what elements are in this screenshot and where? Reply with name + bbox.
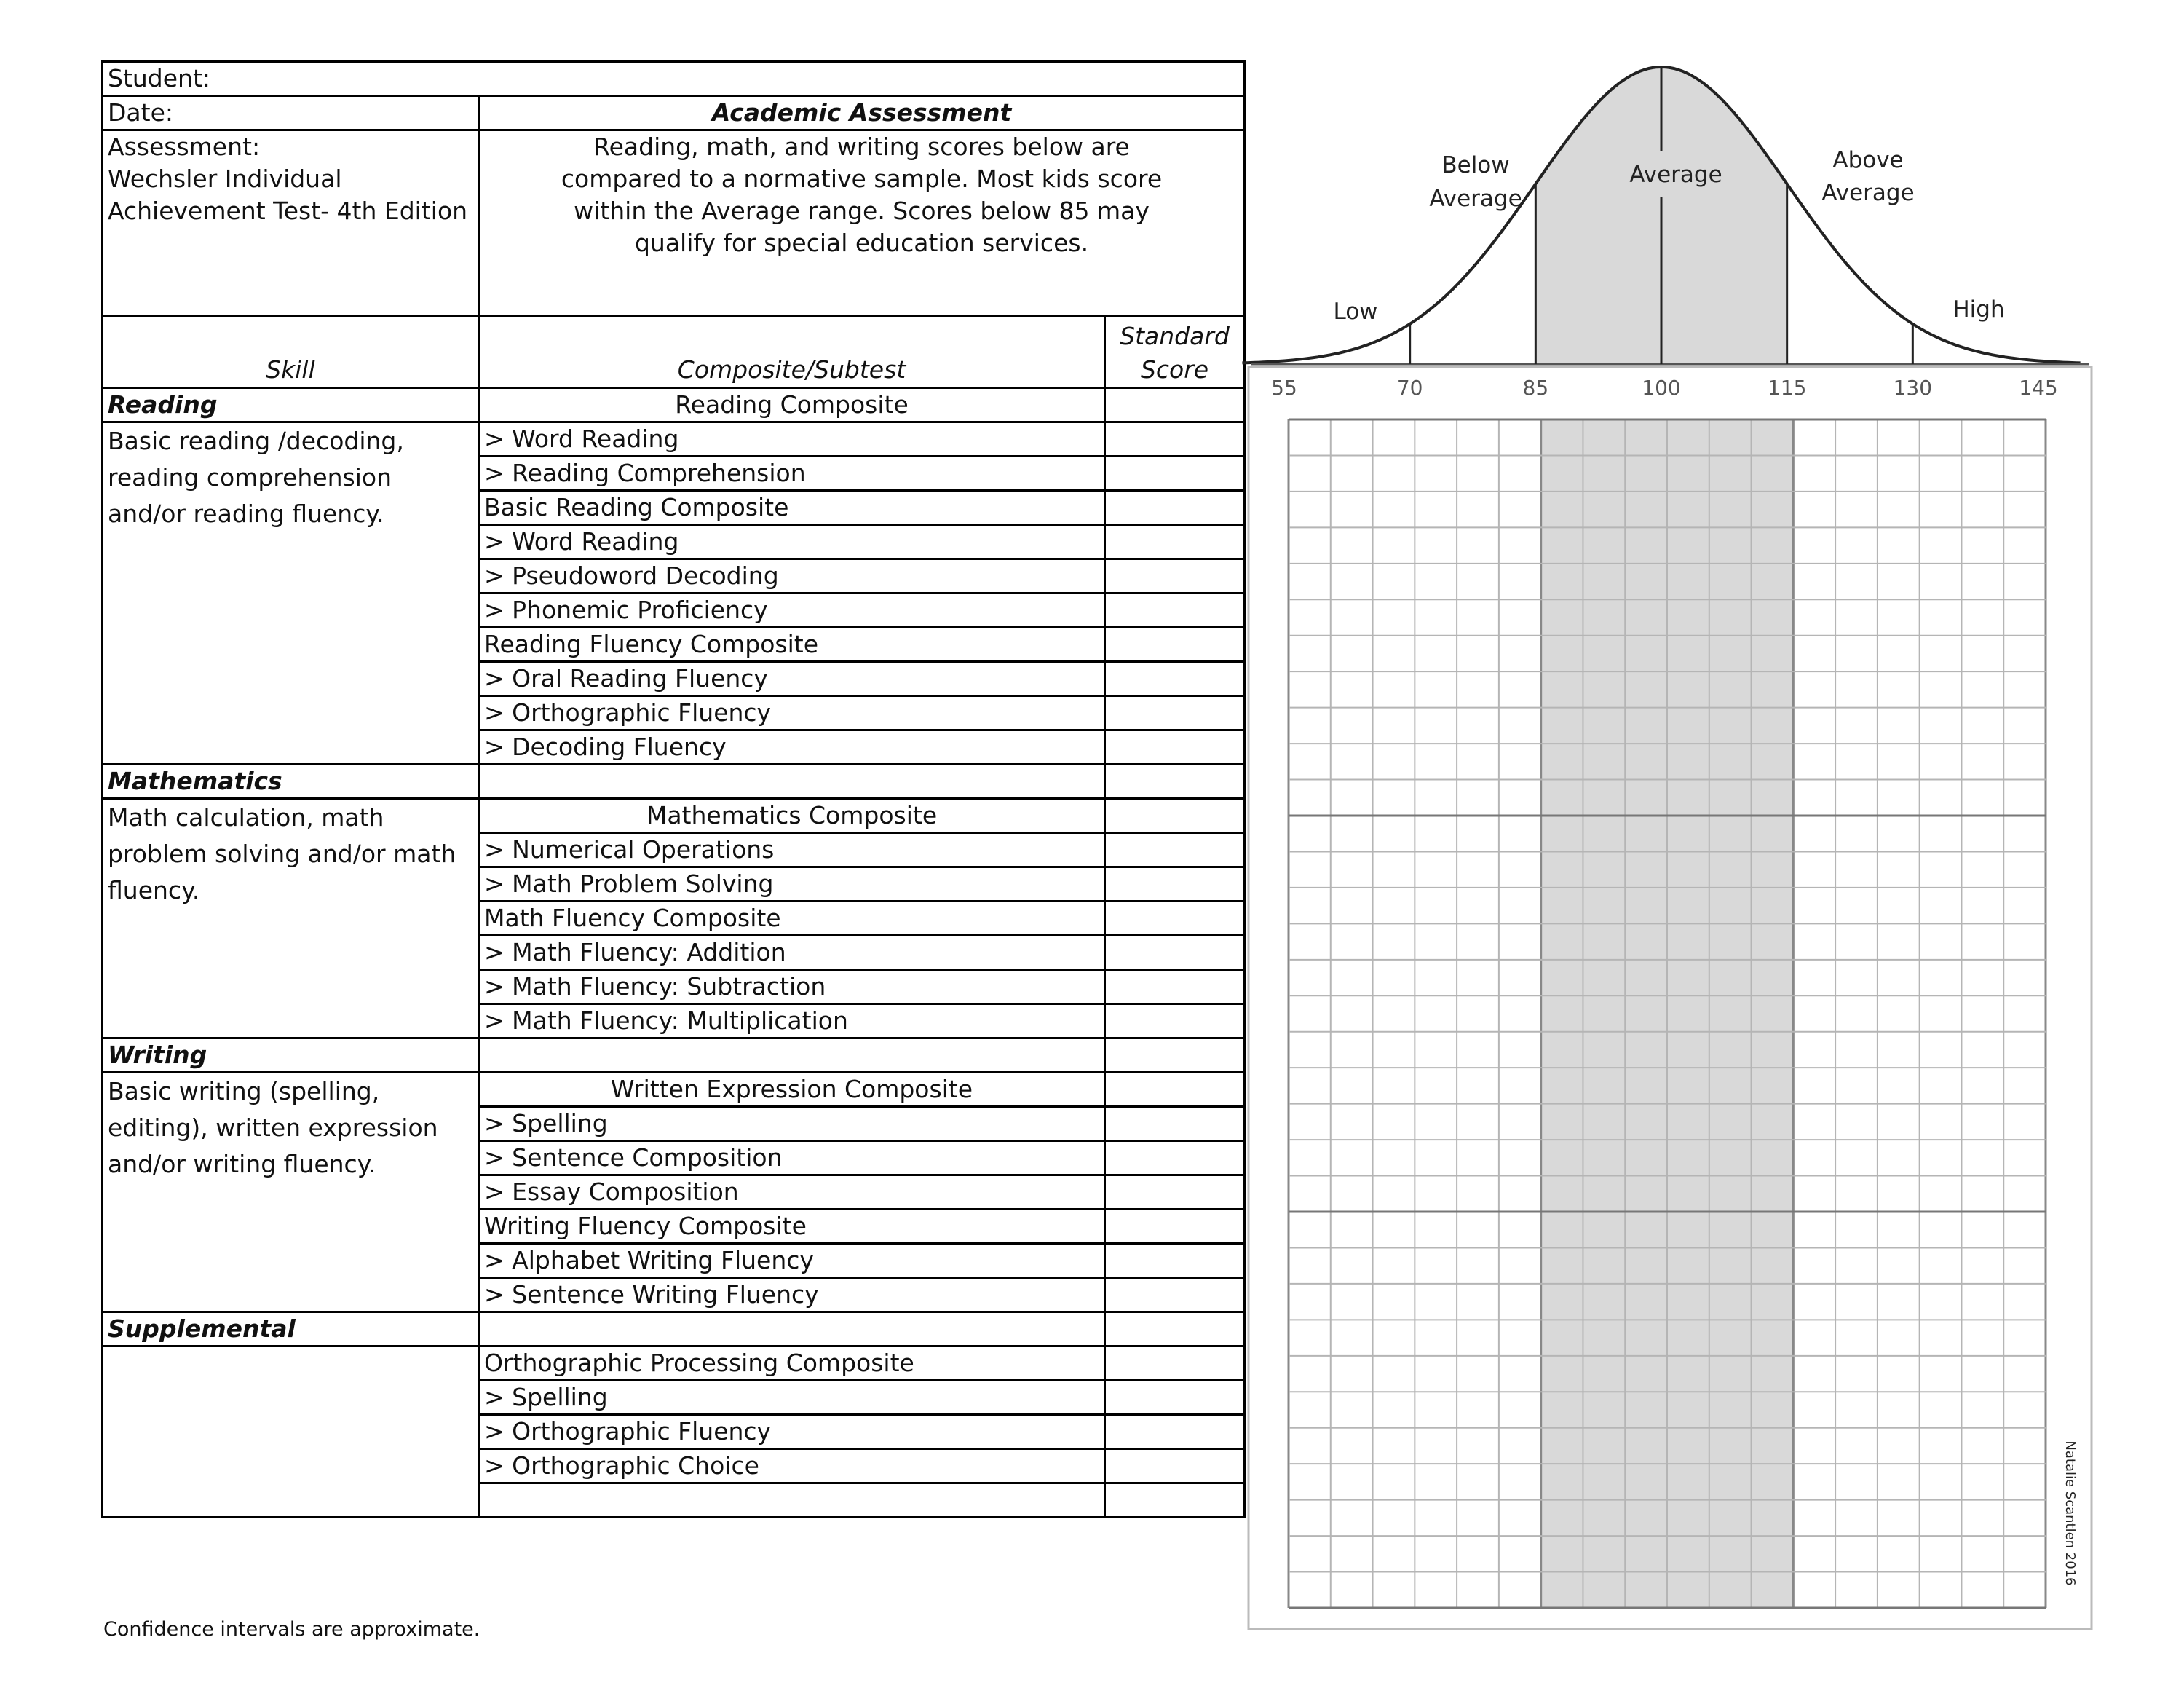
student-field[interactable]: Student: [103,62,1245,96]
subtest-name: > Oral Reading Fluency [479,662,1105,696]
axis-tick-label: 115 [1767,376,1807,400]
label-above-average: Above [1832,147,1904,173]
subtest-name: > Spelling [479,1381,1105,1415]
subtest-name: > Decoding Fluency [479,730,1105,765]
label-average: Average [1629,162,1722,188]
section-title: Writing [103,1038,479,1073]
axis-tick-label: 55 [1271,376,1297,400]
subtest-name: > Reading Comprehension [479,457,1105,491]
label-below-average: Average [1429,186,1522,212]
label-low: Low [1333,299,1378,325]
section-description: Basic reading /decoding, reading comprehension and/or reading fluency. [103,422,479,765]
subtest-name: Written Expression Composite [479,1073,1105,1107]
date-field[interactable]: Date: [103,96,479,130]
axis-tick-label: 145 [2019,376,2058,400]
section-title: Mathematics [103,765,479,799]
column-header-composite: Composite/Subtest [479,316,1105,388]
subtest-name: > Word Reading [479,525,1105,559]
subtest-name: > Math Problem Solving [479,867,1105,902]
subtest-name: Reading Composite [479,388,1105,422]
assessment-info: Assessment: Wechsler Individual Achievement Test- 4th Edition [103,130,479,316]
subtest-name: > Pseudoword Decoding [479,559,1105,593]
subtest-name: Basic Reading Composite [479,491,1105,525]
subtest-name: Writing Fluency Composite [479,1210,1105,1244]
subtest-name: Orthographic Processing Composite [479,1346,1105,1381]
axis-tick-label: 85 [1522,376,1549,400]
subtest-name: > Essay Composition [479,1175,1105,1210]
subtest-name: Mathematics Composite [479,799,1105,833]
subtest-name: > Numerical Operations [479,833,1105,867]
subtest-name: > Math Fluency: Addition [479,936,1105,970]
assessment-description: Reading, math, and writing scores below are compared to a normative sample. Most kids score within the Average range. Scores below 85 may qualify for special education services. [479,130,1245,316]
axis-tick-label: 100 [1642,376,1681,400]
subtest-name: > Sentence Writing Fluency [479,1278,1105,1312]
label-high: High [1952,296,2005,323]
subtest-name: > Math Fluency: Multiplication [479,1004,1105,1038]
form-title: Academic Assessment [479,96,1245,130]
subtest-name: > Phonemic Proficiency [479,593,1105,628]
label-above-average: Average [1821,180,1915,206]
section-title: Reading [103,388,479,422]
subtest-name: > Word Reading [479,422,1105,457]
axis-tick-label: 130 [1893,376,1933,400]
subtest-name: Reading Fluency Composite [479,628,1105,662]
subtest-name: > Orthographic Fluency [479,696,1105,730]
subtest-name: > Math Fluency: Subtraction [479,970,1105,1004]
section-title: Supplemental [103,1312,479,1346]
subtest-name: > Spelling [479,1107,1105,1141]
credit-text: Natalie Scantlen 2016 [2062,1440,2078,1586]
subtest-name: > Alphabet Writing Fluency [479,1244,1105,1278]
axis-tick-label: 70 [1396,376,1423,400]
subtest-name: Math Fluency Composite [479,902,1105,936]
subtest-name: > Orthographic Choice [479,1449,1105,1483]
column-header-skill: Skill [103,316,479,388]
subtest-name: > Sentence Composition [479,1141,1105,1175]
section-description: Basic writing (spelling, editing), written expression and/or writing fluency. [103,1073,479,1312]
column-header-score: Standard Score [1105,316,1245,388]
section-description: Math calculation, math problem solving and/or math fluency. [103,799,479,1038]
footnote: Confidence intervals are approximate. [103,1618,480,1641]
label-below-average: Below [1441,152,1510,178]
subtest-name: > Orthographic Fluency [479,1415,1105,1449]
